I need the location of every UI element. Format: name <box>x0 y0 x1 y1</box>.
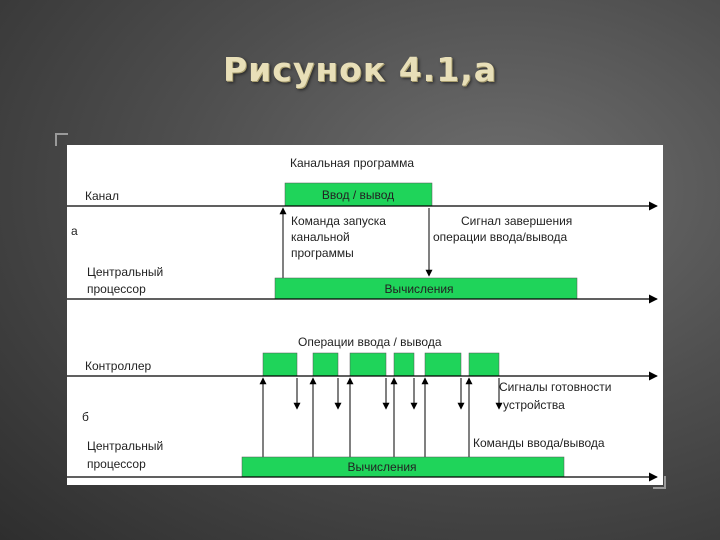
diagram-b-marker: б <box>82 410 89 424</box>
ready-signals-line-1: Сигналы готовности <box>499 380 612 394</box>
cpu-a-label-line-2: процессор <box>87 282 146 296</box>
start-command-line-2: канальной <box>291 230 350 244</box>
io-op-block-4 <box>394 353 414 376</box>
cpu-b-label-line-1: Центральный <box>87 439 164 453</box>
io-commands-label: Команды ввода/вывода <box>473 436 605 450</box>
slide-title: Рисунок 4.1,а <box>222 50 497 89</box>
end-signal-line-1: Сигнал завершения <box>461 214 573 228</box>
cpu-b-label-line-2: процессор <box>87 457 146 471</box>
timing-diagram-figure <box>67 145 663 485</box>
io-op-block-6 <box>469 353 499 376</box>
diagram-a-marker: а <box>71 224 78 238</box>
compute-block-a-label: Вычисления <box>384 282 454 296</box>
io-op-block-3 <box>350 353 386 376</box>
io-op-block-5 <box>425 353 461 376</box>
cpu-a-label-line-1: Центральный <box>87 265 164 279</box>
io-block-label: Ввод / вывод <box>321 188 395 202</box>
end-signal-line-2: операции ввода/вывода <box>433 230 568 244</box>
controller-label: Контроллер <box>85 359 152 373</box>
start-command-line-1: Команда запуска <box>291 214 386 228</box>
ready-signals-line-2: устройства <box>503 398 565 412</box>
diagram-a-top-caption: Канальная программа <box>290 156 415 170</box>
io-op-block-1 <box>263 353 297 376</box>
io-op-block-2 <box>313 353 338 376</box>
channel-label: Канал <box>85 189 119 203</box>
compute-block-b-label: Вычисления <box>347 460 417 474</box>
start-command-line-3: программы <box>291 246 354 260</box>
diagram-b-top-caption: Операции ввода / вывода <box>298 335 442 349</box>
